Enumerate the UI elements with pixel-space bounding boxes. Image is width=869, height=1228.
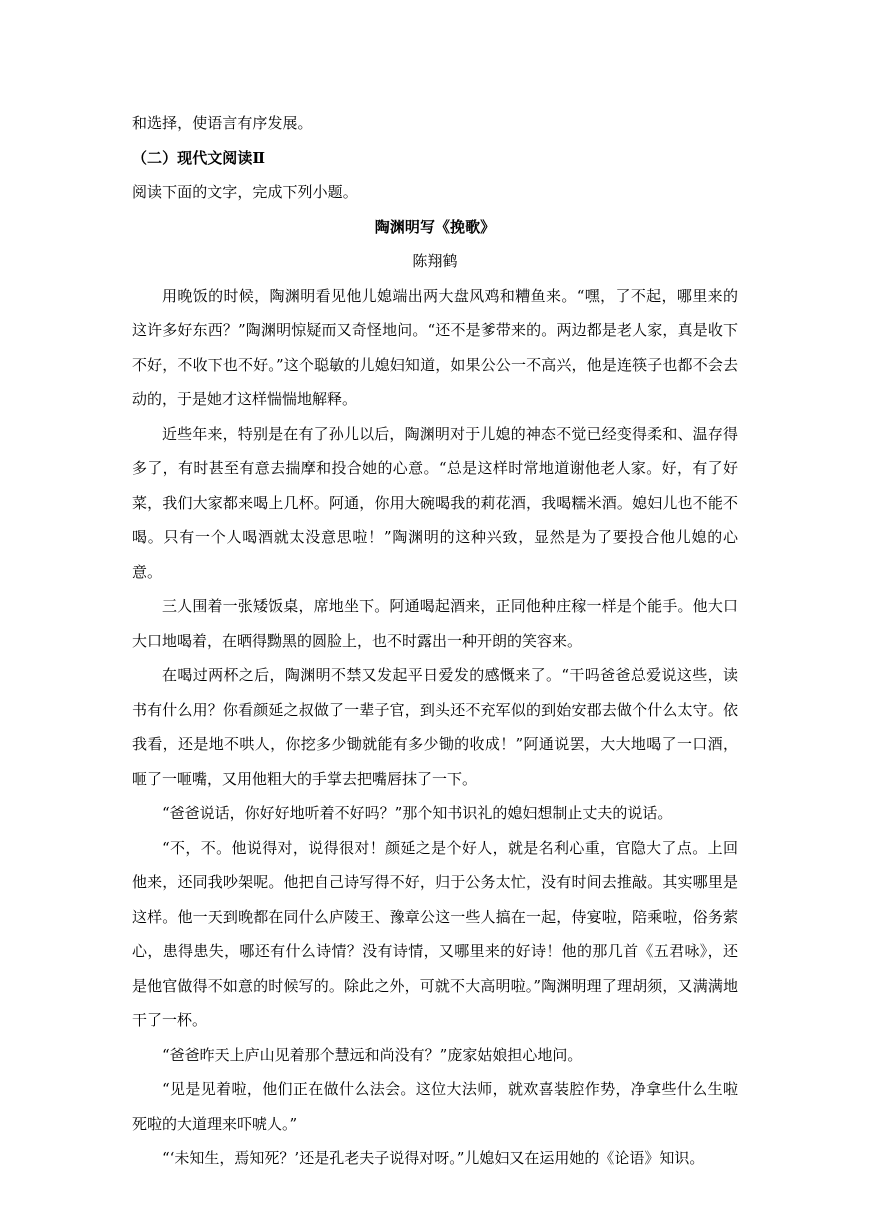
paragraph: 三人围着一张矮饭桌，席地坐下。阿通喝起酒来，正同他种庄稼一样是个能手。他大口大口地喝着，在晒得黝黑的圆脸上，也不时露出一种开朗的笑容来。	[132, 597, 738, 650]
paragraph: “见是见着啦，他们正在做什么法会。这位大法师，就欢喜装腔作势，净拿些什么生啦死啦的大道理来吓唬人。”	[132, 1080, 738, 1133]
previous-section-tail: 和选择，使语言有序发展。	[132, 114, 313, 132]
section-heading: （二）现代文阅读Ⅱ	[132, 148, 266, 167]
reading-instruction: 阅读下面的文字，完成下列小题。	[132, 183, 358, 201]
paragraph: “爸爸说话，你好好地听着不好吗？”那个知书识礼的媳妇想制止丈夫的说话。	[162, 804, 673, 822]
paragraph: 在喝过两杯之后，陶渊明不禁又发起平日爱发的感慨来了。“干吗爸爸总爱说这些，读书有什么用？你看颜延之叔做了一辈子官，到头还不充军似的到始安郡去做个什么太守。依我看，还是地不哄人，你挖多少锄就能有多少锄的收成！”阿通说罢，大大地喝了一口酒，咂了一咂嘴，又用他粗大的手掌去把嘴唇抹了一下。	[132, 666, 738, 788]
paragraph: “‘未知生，焉知死？’还是孔老夫子说得对呀。”儿媳妇又在运用她的《论语》知识。	[162, 1149, 705, 1167]
article-author: 陈翔鹤	[412, 252, 458, 270]
article-title: 陶渊明写《挽歌》	[374, 217, 496, 236]
paragraph: “爸爸昨天上庐山见着那个慧远和尚没有？”庞家姑娘担心地问。	[162, 1045, 583, 1064]
paragraph: 近些年来，特别是在有了孙儿以后，陶渊明对于儿媳的神态不觉已经变得柔和、温存得多了，有时甚至有意去揣摩和投合她的心意。“总是这样时常地道谢他老人家。好，有了好菜，我们大家都来喝上几杯。阿通，你用大碗喝我的莉花酒，我喝糯米酒。媳妇儿也不能不喝。只有一个人喝酒就太没意思啦！”陶渊明的这种兴致，显然是为了要投合他儿媳的心意。	[132, 424, 738, 581]
paragraph: “不，不。他说得对，说得很对！颜延之是个好人，就是名利心重，官隐大了点。上回他来，还同我吵架呢。他把自己诗写得不好，归于公务太忙，没有时间去推敲。其实哪里是这样。他一天到晚都在同什么庐陵王、豫章公这一些人搞在一起，侍宴啦，陪乘啦，俗务萦心，患得患失，哪还有什么诗情？没有诗情，又哪里来的好诗！他的那几首《五君咏》，还是他官做得不如意的时候写的。除此之外，可就不大高明啦。”陶渊明理了理胡须，又满满地干了一杯。	[132, 838, 738, 1029]
document-body	[132, 106, 738, 1176]
paragraph: 用晚饭的时候，陶渊明看见他儿媳端出两大盘风鸡和糟鱼来。“嘿，了不起，哪里来的这许多好东西？”陶渊明惊疑而又奇怪地问。“还不是爹带来的。两边都是老人家，真是收下不好，不收下也不好。”这个聪敏的儿媳妇知道，如果公公一不高兴，他是连筷子也都不会去动的，于是她才这样惴惴地解释。	[132, 286, 738, 408]
